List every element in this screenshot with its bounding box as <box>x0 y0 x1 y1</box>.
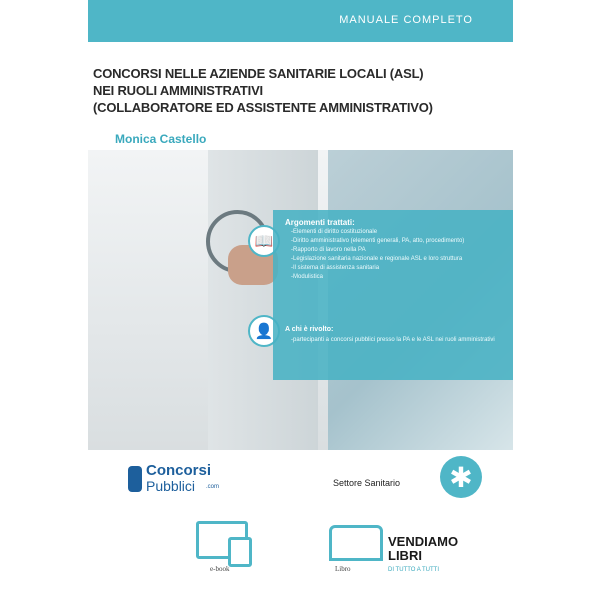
audience-text: -partecipanti a concorsi pubblici presso la PA e le ASL nei ruoli amministrativi <box>291 337 495 343</box>
tablet-icon <box>228 537 252 567</box>
author-name: Monica Castello <box>115 132 207 146</box>
person-icon: 👤 <box>248 315 280 347</box>
publisher-logo <box>128 460 248 500</box>
book-cover <box>88 0 513 600</box>
list-item: -Rapporto di lavoro nella PA <box>291 247 366 253</box>
title-line: CONCORSI NELLE AZIENDE SANITARIE LOCALI (ASL) <box>93 66 424 81</box>
list-item: -Legislazione sanitaria nazionale e regionale ASL e loro struttura <box>291 256 463 262</box>
audience-heading: A chi è rivolto: <box>285 326 334 333</box>
title-line: NEI RUOLI AMMINISTRATIVI <box>93 83 263 98</box>
book-format <box>329 521 381 573</box>
topics-panel <box>273 210 513 380</box>
book-label: Libro <box>335 565 351 573</box>
ebook-label: e-book <box>210 565 230 573</box>
title-line: (COLLABORATORE ED ASSISTENTE AMMINISTRATIVO) <box>93 100 433 115</box>
book-title <box>93 65 508 116</box>
publisher-suffix: .com <box>206 484 220 490</box>
book-icon: 📖 <box>248 225 280 257</box>
topics-heading: Argomenti trattati: <box>285 218 355 227</box>
list-item: -Il sistema di assistenza sanitaria <box>291 265 380 271</box>
publisher-name: Pubblici <box>146 478 196 494</box>
edition-label: MANUALE COMPLETO <box>339 14 473 26</box>
list-item: -Diritto amministrativo (elementi generali, PA, atto, procedimento) <box>291 238 465 244</box>
list-item: -Elementi di diritto costituzionale <box>291 229 378 235</box>
seller-tagline: DI TUTTO A TUTTI <box>388 567 440 573</box>
open-book-icon <box>329 525 383 561</box>
star-of-life-icon: ✱ <box>440 456 482 498</box>
ebook-format <box>196 521 248 573</box>
publisher-name: Concorsi <box>146 462 212 479</box>
list-item: -Modulistica <box>291 274 324 280</box>
publisher-logo-icon <box>128 466 142 492</box>
cover-photo <box>88 150 513 450</box>
seller-name: LIBRI <box>388 548 422 563</box>
seller-logo <box>388 535 458 577</box>
top-banner <box>88 0 513 42</box>
sector-label: Settore Sanitario <box>333 478 401 488</box>
topics-list <box>291 228 506 282</box>
seller-name: VENDIAMO <box>388 534 459 549</box>
